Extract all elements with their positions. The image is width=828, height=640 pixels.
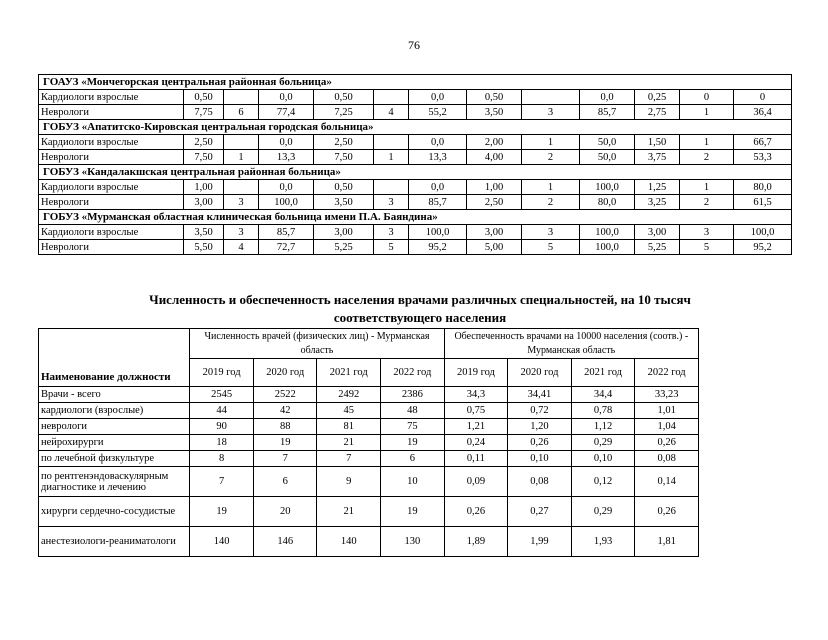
table-cell: 81 [317,419,381,435]
org-name: ГОБУЗ «Апатитско-Кировская центральная городская больница» [39,120,792,135]
table-row [39,105,792,120]
position-name: по лечебной физкультуре [39,451,190,467]
table-cell: 1 [522,180,580,195]
table-row [39,150,792,165]
table-cell: 7 [253,451,317,467]
table-cell: 8 [190,451,254,467]
table-cell: 0,26 [444,497,508,527]
table-cell: 5,25 [314,240,374,255]
table-cell: 5,00 [467,240,522,255]
table-row [39,195,792,210]
table-cell: 3 [522,225,580,240]
table-cell: 3,00 [314,225,374,240]
table-cell: 2386 [381,387,445,403]
table-cell: 1,00 [467,180,522,195]
table-cell: 10 [381,467,445,497]
table-cell: 44 [190,403,254,419]
table-cell: 72,7 [259,240,314,255]
table-cell: 20 [253,497,317,527]
table-cell: 3,00 [184,195,224,210]
table-cell: 3,50 [467,105,522,120]
org-header-row [39,210,792,225]
table-row [39,90,792,105]
table-cell: 4 [374,105,409,120]
specialty-name: Кардиологи взрослые [39,90,184,105]
table-cell: 7,50 [184,150,224,165]
table-cell: 0,10 [508,451,572,467]
table-cell: 1 [522,135,580,150]
table-row [39,135,792,150]
org-name: ГОБУЗ «Мурманская областная клиническая больница имени П.А. Баяндина» [39,210,792,225]
table-cell: 1 [680,135,734,150]
table-cell: 0,72 [508,403,572,419]
table-cell: 1 [680,180,734,195]
table-cell: 5 [680,240,734,255]
position-name: кардиологи (взрослые) [39,403,190,419]
table-cell: 100,0 [409,225,467,240]
table-cell: 0,0 [409,180,467,195]
table-cell: 0 [734,90,792,105]
table-cell: 1,25 [635,180,680,195]
year-header: 2019 год [444,359,508,387]
table-cell: 55,2 [409,105,467,120]
table-cell: 0,75 [444,403,508,419]
table-row [39,225,792,240]
table-cell: 5 [374,240,409,255]
org-header-row [39,165,792,180]
position-name: нейрохирурги [39,435,190,451]
table-cell: 34,4 [571,387,635,403]
table-cell: 0,12 [571,467,635,497]
table-cell [224,90,259,105]
table-cell: 3 [224,195,259,210]
table-cell: 85,7 [580,105,635,120]
table-cell: 6 [224,105,259,120]
table-cell: 0,14 [635,467,699,497]
table-cell: 1 [374,150,409,165]
specialty-name: Неврологи [39,195,184,210]
table-cell: 1,89 [444,527,508,557]
table-cell: 1,50 [635,135,680,150]
group-header-count: Численность врачей (физических лиц) - Мурманская область [190,329,444,359]
table-cell: 3 [522,105,580,120]
table-cell: 140 [317,527,381,557]
specialty-name: Неврологи [39,150,184,165]
table-cell: 95,2 [734,240,792,255]
table-cell: 34,3 [444,387,508,403]
table-cell: 34,41 [508,387,572,403]
physician-supply-table [38,328,699,557]
table-cell: 1,93 [571,527,635,557]
table-cell: 2522 [253,387,317,403]
table-cell: 9 [317,467,381,497]
table-cell: 48 [381,403,445,419]
table-cell: 100,0 [580,240,635,255]
table-cell: 0,0 [580,90,635,105]
position-name: хирурги сердечно-сосудистые [39,497,190,527]
table-row [39,435,699,451]
table-cell: 45 [317,403,381,419]
table-cell: 2 [680,150,734,165]
table-cell: 3,00 [635,225,680,240]
table-cell: 3,50 [314,195,374,210]
table-cell: 1 [680,105,734,120]
table-cell: 3,00 [467,225,522,240]
table-cell: 146 [253,527,317,557]
table-cell: 0,10 [571,451,635,467]
table-cell: 3 [680,225,734,240]
table-cell: 100,0 [580,225,635,240]
table-cell: 2 [522,150,580,165]
table-cell: 36,4 [734,105,792,120]
table-cell [224,180,259,195]
table-cell: 80,0 [734,180,792,195]
table-cell: 5,25 [635,240,680,255]
table-cell: 0,09 [444,467,508,497]
section-heading-line2: соответствующего населения [333,310,507,325]
table-cell: 0,08 [508,467,572,497]
table-row [39,419,699,435]
table-cell: 0,50 [184,90,224,105]
specialty-name: Кардиологи взрослые [39,180,184,195]
table-cell: 1,00 [184,180,224,195]
table-cell: 1,81 [635,527,699,557]
table-cell: 42 [253,403,317,419]
table-cell: 1 [224,150,259,165]
table-cell: 2,00 [467,135,522,150]
table-cell: 0,50 [467,90,522,105]
org-name: ГОБУЗ «Кандалакшская центральная районная больница» [39,165,792,180]
table-cell: 95,2 [409,240,467,255]
group-header-supply: Обеспеченность врачами на 10000 населения (соотв.) - Мурманская область [444,329,698,359]
table-cell: 7,25 [314,105,374,120]
table-cell: 77,4 [259,105,314,120]
table-cell: 21 [317,435,381,451]
table-row [39,387,699,403]
table-cell: 0,27 [508,497,572,527]
table-cell: 3 [374,225,409,240]
table-cell: 19 [190,497,254,527]
table-cell: 0,25 [635,90,680,105]
table-row [39,467,699,497]
table-cell: 80,0 [580,195,635,210]
table-row [39,403,699,419]
table-cell: 88 [253,419,317,435]
table-cell: 2 [680,195,734,210]
table-cell: 0,0 [259,180,314,195]
table-cell: 19 [381,435,445,451]
table-cell: 33,23 [635,387,699,403]
table-row [39,451,699,467]
table-cell: 3 [374,195,409,210]
table-cell: 19 [381,497,445,527]
table-cell: 0,0 [409,90,467,105]
table-cell: 7,50 [314,150,374,165]
table-cell: 0,24 [444,435,508,451]
table-cell: 0,29 [571,435,635,451]
table-cell: 0,50 [314,90,374,105]
table-cell: 100,0 [259,195,314,210]
hospital-staffing-table [38,74,792,255]
table-cell: 7,75 [184,105,224,120]
table-row [39,527,699,557]
position-name: анестезиологи-реаниматологи [39,527,190,557]
table-cell: 85,7 [259,225,314,240]
table-cell: 0,26 [635,435,699,451]
table-row [39,180,792,195]
table-cell: 7 [190,467,254,497]
table-cell: 0,26 [635,497,699,527]
table-cell: 75 [381,419,445,435]
table-cell: 2,75 [635,105,680,120]
year-header: 2022 год [381,359,445,387]
table-cell: 61,5 [734,195,792,210]
specialty-name: Неврологи [39,240,184,255]
table-cell: 1,04 [635,419,699,435]
table-cell: 0,29 [571,497,635,527]
specialty-name: Кардиологи взрослые [39,225,184,240]
table-cell: 4,00 [467,150,522,165]
table-cell: 2492 [317,387,381,403]
position-name: Врачи - всего [39,387,190,403]
section-heading-line1: Численность и обеспеченность населения врачами различных специальностей, на 10 тысяч [149,292,691,307]
table-cell [374,180,409,195]
table-cell: 1,12 [571,419,635,435]
table-cell: 3,50 [184,225,224,240]
table-cell: 1,20 [508,419,572,435]
table-cell: 3 [224,225,259,240]
page-number: 76 [408,38,420,52]
org-header-row [39,120,792,135]
table-cell: 100,0 [580,180,635,195]
table-cell: 66,7 [734,135,792,150]
table-cell: 3,25 [635,195,680,210]
table-cell: 2,50 [467,195,522,210]
table-cell: 0,0 [259,90,314,105]
table-cell: 2,50 [314,135,374,150]
table-cell: 130 [381,527,445,557]
table-cell: 13,3 [259,150,314,165]
specialty-name: Кардиологи взрослые [39,135,184,150]
table-cell: 0,26 [508,435,572,451]
col-header-position: Наименование должности [39,329,190,387]
year-header: 2019 год [190,359,254,387]
table-cell: 5,50 [184,240,224,255]
table-cell [374,90,409,105]
table-cell: 2,50 [184,135,224,150]
table-cell: 2 [522,195,580,210]
table-cell: 2545 [190,387,254,403]
table-cell: 6 [381,451,445,467]
year-header: 2022 год [635,359,699,387]
table-cell: 0,11 [444,451,508,467]
table-cell [374,135,409,150]
table-cell: 0,50 [314,180,374,195]
table-cell: 13,3 [409,150,467,165]
org-header-row [39,75,792,90]
table-cell: 90 [190,419,254,435]
table-cell [522,90,580,105]
table-cell: 19 [253,435,317,451]
table-cell: 0 [680,90,734,105]
table-cell: 3,75 [635,150,680,165]
year-header: 2021 год [317,359,381,387]
table-row [39,240,792,255]
table-cell: 4 [224,240,259,255]
table-cell: 53,3 [734,150,792,165]
specialty-name: Неврологи [39,105,184,120]
table-cell: 85,7 [409,195,467,210]
table-cell: 1,01 [635,403,699,419]
table-cell: 1,21 [444,419,508,435]
table-cell: 0,08 [635,451,699,467]
position-name: по рентгенэндоваскулярным диагностике и лечению [39,467,190,497]
table-cell: 0,0 [259,135,314,150]
table-cell: 50,0 [580,150,635,165]
table-row [39,497,699,527]
table-cell: 7 [317,451,381,467]
table-cell: 18 [190,435,254,451]
year-header: 2021 год [571,359,635,387]
year-header: 2020 год [253,359,317,387]
table-cell: 0,78 [571,403,635,419]
table-cell: 100,0 [734,225,792,240]
org-name: ГОАУЗ «Мончегорская центральная районная больница» [39,75,792,90]
table-cell: 50,0 [580,135,635,150]
table-cell: 21 [317,497,381,527]
table-cell: 1,99 [508,527,572,557]
table-cell: 0,0 [409,135,467,150]
table-cell: 6 [253,467,317,497]
table-cell [224,135,259,150]
table-cell: 140 [190,527,254,557]
table-cell: 5 [522,240,580,255]
year-header: 2020 год [508,359,572,387]
position-name: неврологи [39,419,190,435]
